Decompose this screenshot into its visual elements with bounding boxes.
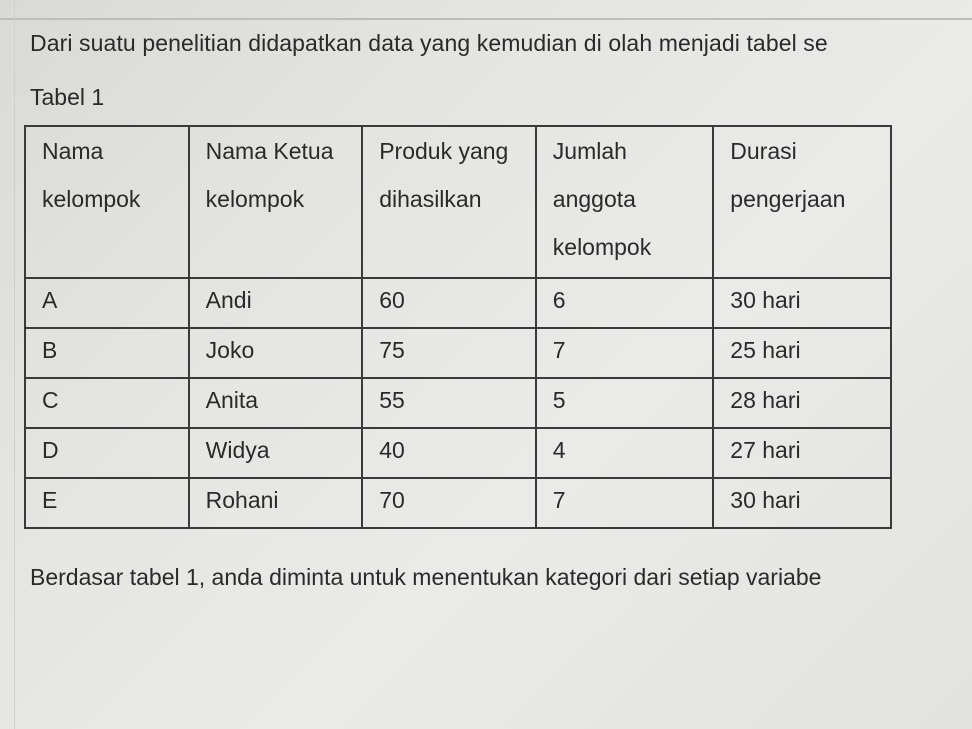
cell-durasi: 30 hari xyxy=(713,478,891,528)
cell-anggota: 4 xyxy=(536,428,714,478)
cell-ketua: Widya xyxy=(189,428,363,478)
intro-paragraph: Dari suatu penelitian didapatkan data yang kemudian di olah menjadi tabel se xyxy=(30,30,828,56)
header-nama-kelompok: Nama kelompok xyxy=(25,126,189,278)
table-row xyxy=(25,278,891,328)
cell-kelompok: C xyxy=(25,378,189,428)
table-row xyxy=(25,478,891,528)
header-jumlah-anggota: Jumlah anggota kelompok xyxy=(536,126,714,278)
cell-kelompok: D xyxy=(25,428,189,478)
cell-produk: 55 xyxy=(362,378,536,428)
cell-ketua: Joko xyxy=(189,328,363,378)
cell-produk: 40 xyxy=(362,428,536,478)
cell-durasi: 25 hari xyxy=(713,328,891,378)
cell-kelompok: A xyxy=(25,278,189,328)
cell-anggota: 7 xyxy=(536,478,714,528)
cell-durasi: 28 hari xyxy=(713,378,891,428)
table-header-row xyxy=(25,126,891,278)
cell-ketua: Andi xyxy=(189,278,363,328)
cell-anggota: 6 xyxy=(536,278,714,328)
table-caption: Tabel 1 xyxy=(30,84,105,110)
cell-ketua: Rohani xyxy=(189,478,363,528)
page-left-edge xyxy=(14,0,15,729)
cell-produk: 75 xyxy=(362,328,536,378)
cell-ketua: Anita xyxy=(189,378,363,428)
cell-produk: 70 xyxy=(362,478,536,528)
cell-kelompok: E xyxy=(25,478,189,528)
table-row xyxy=(25,428,891,478)
cell-durasi: 30 hari xyxy=(713,278,891,328)
cell-anggota: 5 xyxy=(536,378,714,428)
header-durasi: Durasi pengerjaan xyxy=(713,126,891,278)
header-nama-ketua: Nama Ketua kelompok xyxy=(189,126,363,278)
cell-kelompok: B xyxy=(25,328,189,378)
instruction-paragraph: Berdasar tabel 1, anda diminta untuk menentukan kategori dari setiap variabe xyxy=(30,564,822,590)
cell-durasi: 27 hari xyxy=(713,428,891,478)
data-table xyxy=(24,125,892,529)
page-top-rule xyxy=(0,18,972,20)
table-row xyxy=(25,378,891,428)
cell-produk: 60 xyxy=(362,278,536,328)
table-row xyxy=(25,328,891,378)
header-produk: Produk yang dihasilkan xyxy=(362,126,536,278)
cell-anggota: 7 xyxy=(536,328,714,378)
